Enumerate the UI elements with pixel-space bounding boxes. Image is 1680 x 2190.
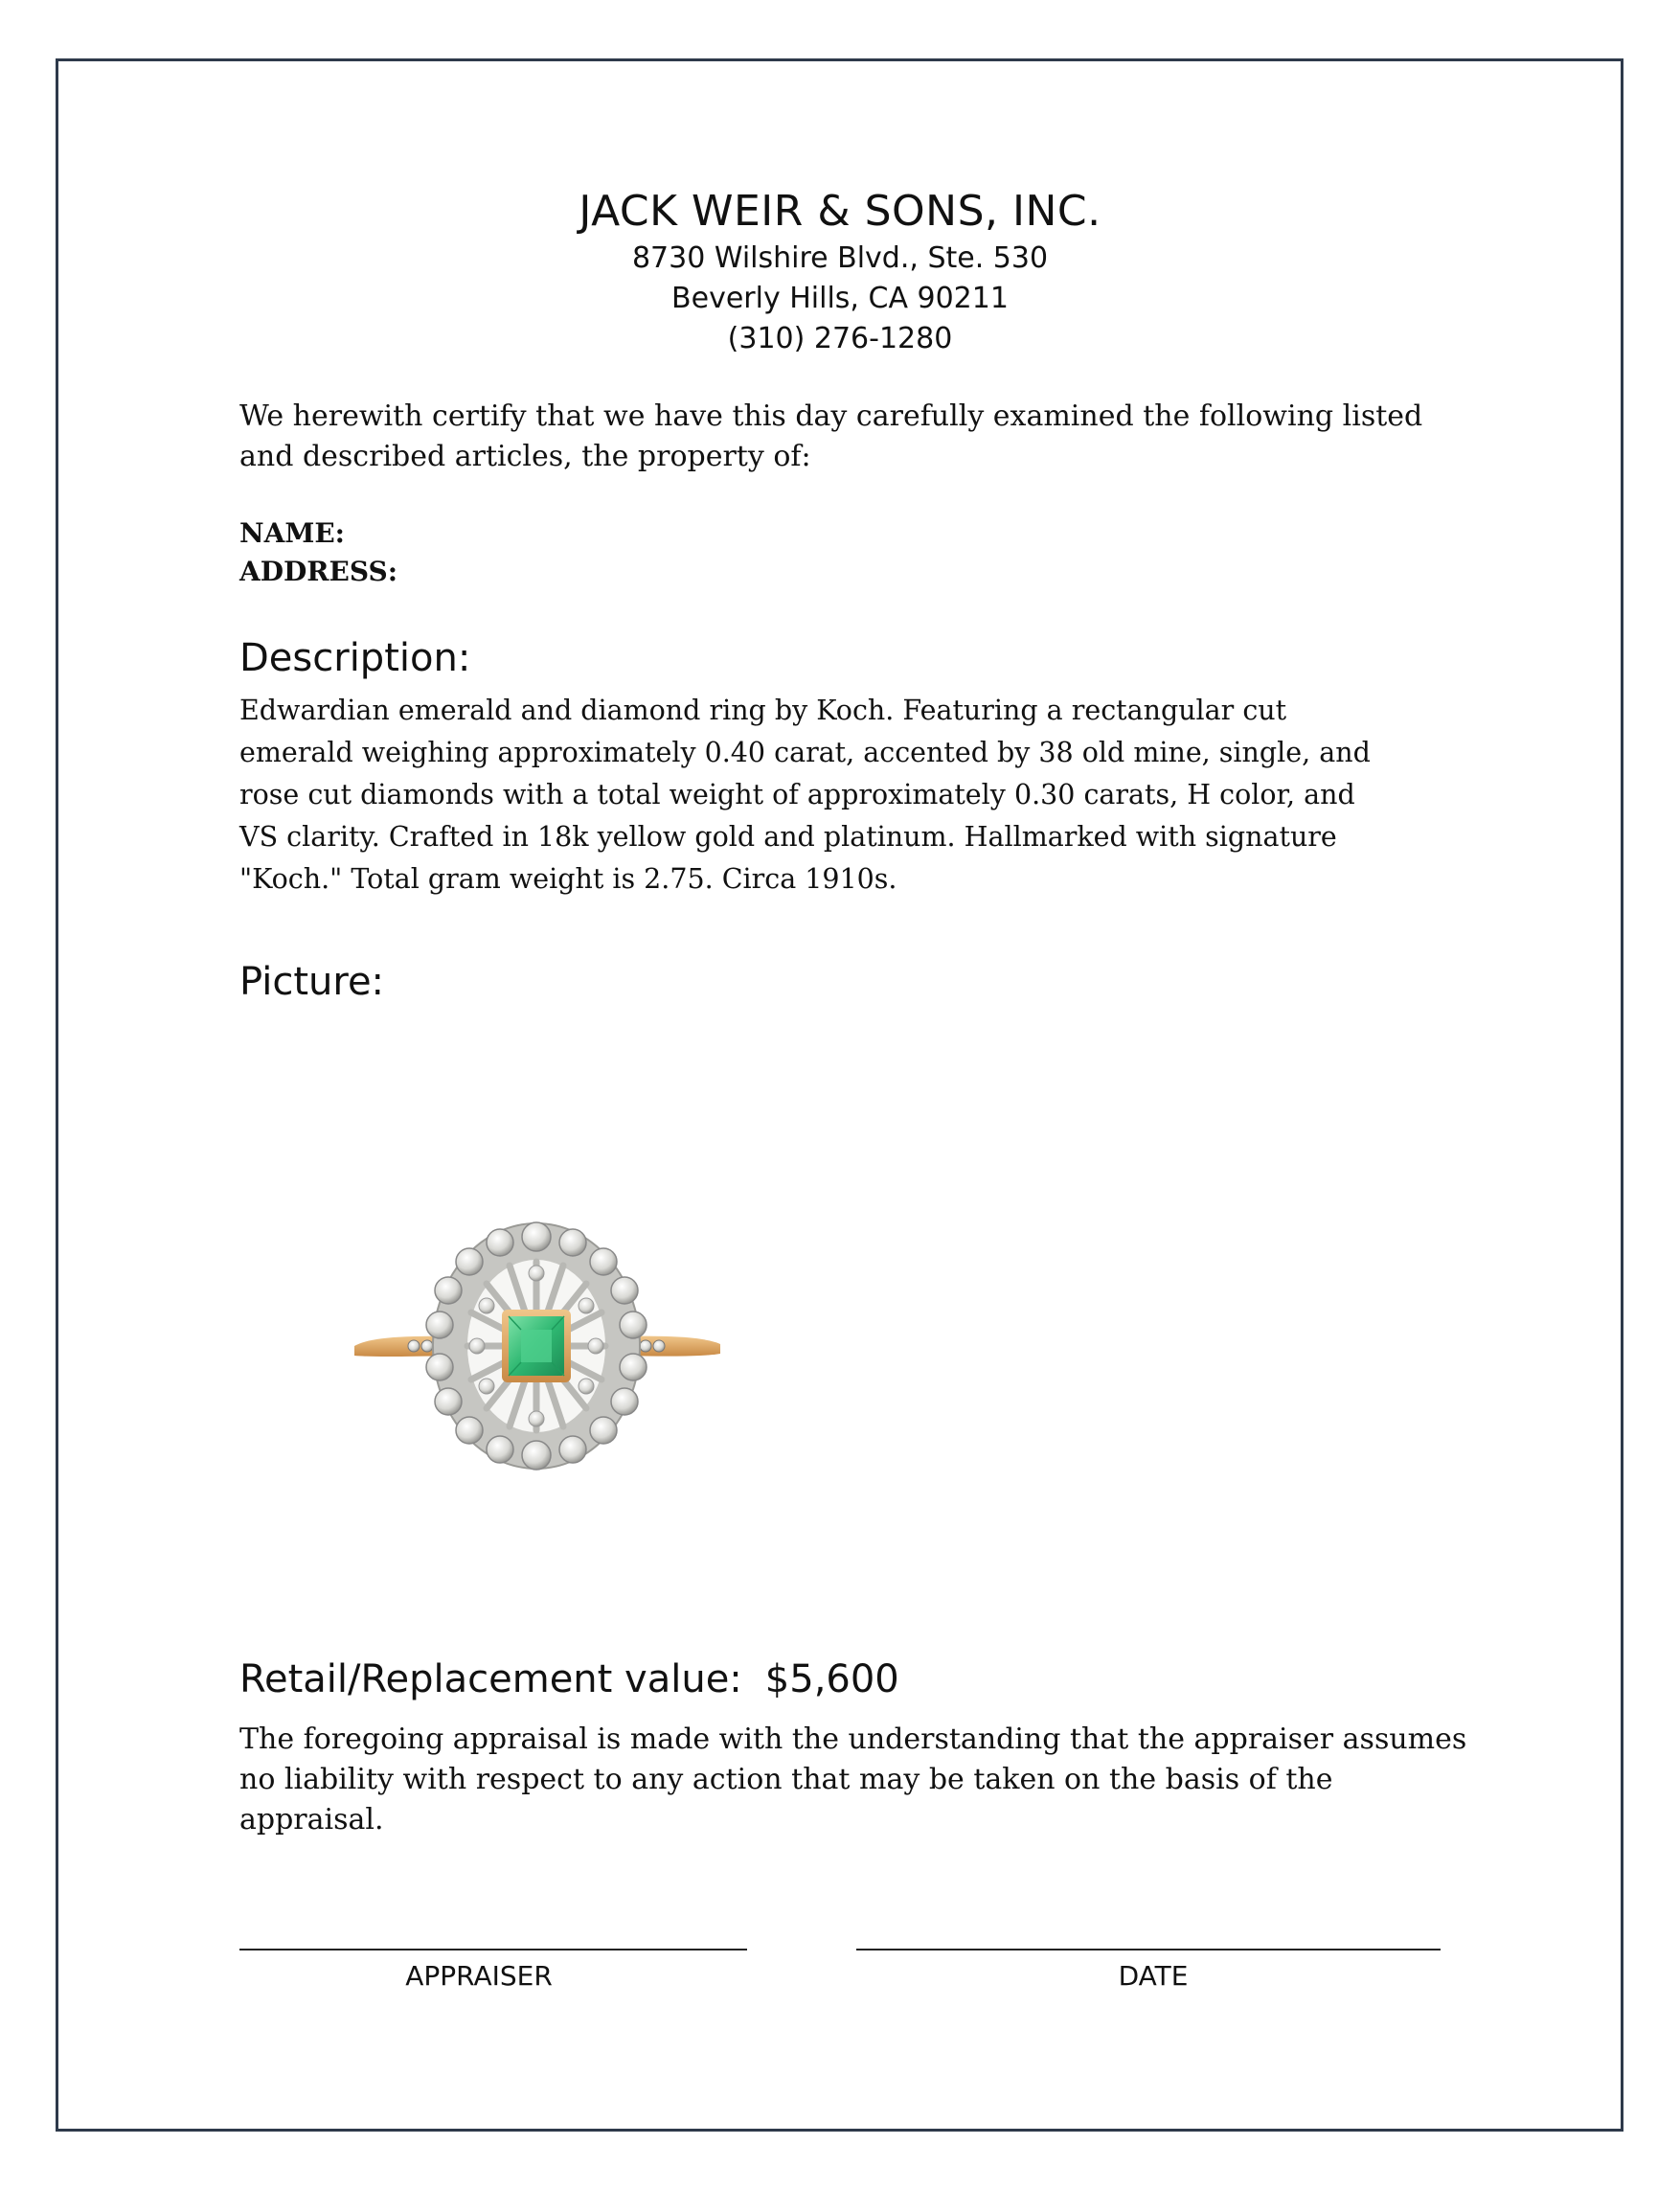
description-text: Edwardian emerald and diamond ring by Koch. Featuring a rectangular cut emerald weighing approximately 0.40 carat, accented by 38 old mine, single, and rose cut diamonds with a total weight of approximately 0.30 carats, H color, and VS clarity. Crafted in 18k yellow gold and platinum. Hallmarked with signature "Koch." Total gram weight is 2.75. Circa 1910s. [239,695,1371,895]
retail-value-label: Retail/Replacement value: [239,1657,742,1701]
company-street-address: 8730 Wilshire Blvd., Ste. 530 [631,241,1049,275]
owner-address-label: ADDRESS: [239,556,398,587]
date-label: DATE [1118,1960,1189,1992]
company-city-state: Beverly Hills, CA 90211 [671,282,1009,315]
certification-statement: We herewith certify that we have this day carefully examined the following listed and described articles, the property of: [239,399,1423,473]
date-signature-line [856,1949,1441,1950]
liability-disclaimer: The foregoing appraisal is made with the understanding that the appraiser assumes no liability with respect to any action that may be taken on the basis of the appraisal. [239,1722,1467,1836]
retail-value [239,1657,1485,1701]
appraiser-signature-line [239,1949,747,1950]
description-heading: Description: [239,636,471,680]
emerald-diamond-ring-icon [345,1202,728,1490]
company-name: JACK WEIR & SONS, INC. [579,187,1101,236]
company-phone: (310) 276-1280 [727,322,953,355]
picture-heading: Picture: [239,960,385,1004]
appraiser-label: APPRAISER [405,1960,553,1992]
owner-name-label: NAME: [239,517,345,549]
ring-image [345,1202,728,1490]
retail-value-amount: $5,600 [764,1657,899,1701]
